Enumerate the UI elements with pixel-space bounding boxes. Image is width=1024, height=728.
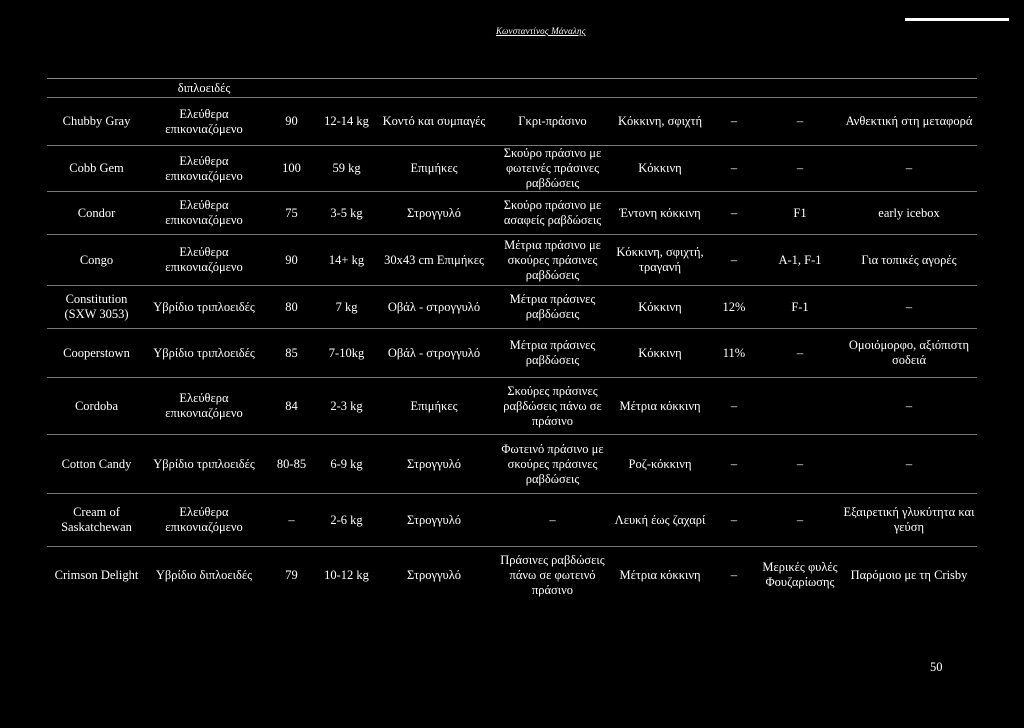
- table-row: [47, 435, 977, 494]
- cell-rind: Μέτρια πράσινες ραβδώσεις: [494, 329, 611, 378]
- cell-name: Congo: [47, 235, 144, 286]
- cell-weight: 3-5 kg: [319, 192, 374, 235]
- cell-type: Υβρίδιο διπλοειδές: [144, 547, 264, 604]
- cell-sugar: –: [709, 494, 759, 547]
- cell-weight: 7-10kg: [319, 329, 374, 378]
- cell-days: 84: [264, 378, 319, 435]
- cell-flesh: Κόκκινη: [611, 146, 709, 192]
- cell-type: Ελεύθερα επικονιαζόμενο: [144, 146, 264, 192]
- cell-type: Ελεύθερα επικονιαζόμενο: [144, 494, 264, 547]
- cell-type: Υβρίδιο τριπλοειδές: [144, 435, 264, 494]
- cell-notes: Ομοιόμορφο, αξιόπιστη σοδειά: [841, 329, 977, 378]
- cell-weight: 59 kg: [319, 146, 374, 192]
- cell-weight: 10-12 kg: [319, 547, 374, 604]
- page-number: 50: [930, 660, 943, 674]
- cell-weight: 6-9 kg: [319, 435, 374, 494]
- cell-resistance: –: [759, 98, 841, 146]
- cell-shape: 30x43 cm Επιμήκες: [374, 235, 494, 286]
- cell-weight: 2-6 kg: [319, 494, 374, 547]
- table-row: [47, 192, 977, 235]
- cell-sugar: 12%: [709, 286, 759, 329]
- cell-days: 80: [264, 286, 319, 329]
- cell-sugar: –: [709, 146, 759, 192]
- table-row: [47, 494, 977, 547]
- cell-sugar: 11%: [709, 329, 759, 378]
- cell-type: Υβρίδιο τριπλοειδές: [144, 286, 264, 329]
- cell-type: Ελεύθερα επικονιαζόμενο: [144, 378, 264, 435]
- cell-sugar: –: [709, 192, 759, 235]
- cell-shape: Στρογγυλό: [374, 435, 494, 494]
- cell-flesh: Έντονη κόκκινη: [611, 192, 709, 235]
- cell-weight: 2-3 kg: [319, 378, 374, 435]
- cell-name: Cotton Candy: [47, 435, 144, 494]
- cell-sugar: –: [709, 435, 759, 494]
- cell-type: Ελεύθερα επικονιαζόμενο: [144, 235, 264, 286]
- cell-notes: Ανθεκτική στη μεταφορά: [841, 98, 977, 146]
- cell-flesh: Κόκκινη: [611, 286, 709, 329]
- cell-notes: Εξαιρετική γλυκύτητα και γεύση: [841, 494, 977, 547]
- cell-shape: Επιμήκες: [374, 378, 494, 435]
- cell-resistance: A-1, F-1: [759, 235, 841, 286]
- cell-shape: Οβάλ - στρογγυλό: [374, 329, 494, 378]
- table-row: [47, 235, 977, 286]
- cell-days: 79: [264, 547, 319, 604]
- cell-type: Ελεύθερα επικονιαζόμενο: [144, 192, 264, 235]
- cell-rind: –: [494, 494, 611, 547]
- cell-flesh: Λευκή έως ζαχαρί: [611, 494, 709, 547]
- cell-resistance: –: [759, 494, 841, 547]
- cell-flesh: Μέτρια κόκκινη: [611, 547, 709, 604]
- cell-weight: 12-14 kg: [319, 98, 374, 146]
- cell-name: Cream of Saskatchewan: [47, 494, 144, 547]
- cell-sugar: –: [709, 235, 759, 286]
- cell-name: Crimson Delight: [47, 547, 144, 604]
- cell-days: –: [264, 494, 319, 547]
- cell-resistance: –: [759, 435, 841, 494]
- varieties-table-container: [47, 78, 977, 603]
- cell-shape: Οβάλ - στρογγυλό: [374, 286, 494, 329]
- table-row: [47, 286, 977, 329]
- cell-resistance: Μερικές φυλές Φουζαρίωσης: [759, 547, 841, 604]
- cell-weight: 14+ kg: [319, 235, 374, 286]
- cell-rind: Σκούρο πράσινο με ασαφείς ραβδώσεις: [494, 192, 611, 235]
- cell-notes: –: [841, 146, 977, 192]
- cell-days: 90: [264, 98, 319, 146]
- cell-resistance: –: [759, 329, 841, 378]
- cell-flesh: Κόκκινη: [611, 329, 709, 378]
- cell-sugar: –: [709, 547, 759, 604]
- table-row: [47, 547, 977, 604]
- cell-resistance: –: [759, 146, 841, 192]
- cell-weight: 7 kg: [319, 286, 374, 329]
- table-row: [47, 378, 977, 435]
- cell-rind: Πράσινες ραβδώσεις πάνω σε φωτεινό πράσινο: [494, 547, 611, 604]
- cell-shape: Στρογγυλό: [374, 494, 494, 547]
- cell-shape: Στρογγυλό: [374, 192, 494, 235]
- cell-flesh: Κόκκινη, σφιχτή, τραγανή: [611, 235, 709, 286]
- cell-shape: Στρογγυλό: [374, 547, 494, 604]
- cell-rind: Μέτρια πράσινες ραβδώσεις: [494, 286, 611, 329]
- table-row: [47, 98, 977, 146]
- cell-resistance: F-1: [759, 286, 841, 329]
- cell-days: 85: [264, 329, 319, 378]
- cell-name: Condor: [47, 192, 144, 235]
- cell-rind: Γκρι-πράσινο: [494, 98, 611, 146]
- cell-resistance: [759, 378, 841, 435]
- cell-notes: –: [841, 435, 977, 494]
- cell-notes: –: [841, 378, 977, 435]
- top-row-type: διπλοειδές: [144, 79, 264, 98]
- cell-days: 75: [264, 192, 319, 235]
- varieties-table: [47, 78, 977, 603]
- cell-notes: –: [841, 286, 977, 329]
- cell-shape: Κοντό και συμπαγές: [374, 98, 494, 146]
- table-row: [47, 329, 977, 378]
- cell-notes: Παρόμοιο με τη Crisby: [841, 547, 977, 604]
- cell-name: Cordoba: [47, 378, 144, 435]
- cell-name: Constitution (SXW 3053): [47, 286, 144, 329]
- cell-rind: Φωτεινό πράσινο με σκούρες πράσινες ραβδώσεις: [494, 435, 611, 494]
- cell-flesh: Ροζ-κόκκινη: [611, 435, 709, 494]
- cell-name: Chubby Gray: [47, 98, 144, 146]
- cell-flesh: Μέτρια κόκκινη: [611, 378, 709, 435]
- cell-rind: Σκούρο πράσινο με φωτεινές πράσινες ραβδώσεις: [494, 146, 611, 192]
- cell-sugar: –: [709, 98, 759, 146]
- cell-notes: early icebox: [841, 192, 977, 235]
- cell-flesh: Κόκκινη, σφιχτή: [611, 98, 709, 146]
- cell-type: Υβρίδιο τριπλοειδές: [144, 329, 264, 378]
- cell-rind: Σκούρες πράσινες ραβδώσεις πάνω σε πράσινο: [494, 378, 611, 435]
- cell-name: Cooperstown: [47, 329, 144, 378]
- top-rule: [905, 18, 1009, 21]
- cell-rind: Μέτρια πράσινο με σκούρες πράσινες ραβδώσεις: [494, 235, 611, 286]
- cell-days: 100: [264, 146, 319, 192]
- cell-notes: Για τοπικές αγορές: [841, 235, 977, 286]
- table-top-row: [47, 79, 977, 98]
- table-row: [47, 146, 977, 192]
- cell-sugar: –: [709, 378, 759, 435]
- cell-type: Ελεύθερα επικονιαζόμενο: [144, 98, 264, 146]
- cell-days: 90: [264, 235, 319, 286]
- cell-shape: Επιμήκες: [374, 146, 494, 192]
- cell-resistance: F1: [759, 192, 841, 235]
- running-header: Κωνσταντίνος Μάναλης: [496, 26, 586, 36]
- cell-days: 80-85: [264, 435, 319, 494]
- cell-name: Cobb Gem: [47, 146, 144, 192]
